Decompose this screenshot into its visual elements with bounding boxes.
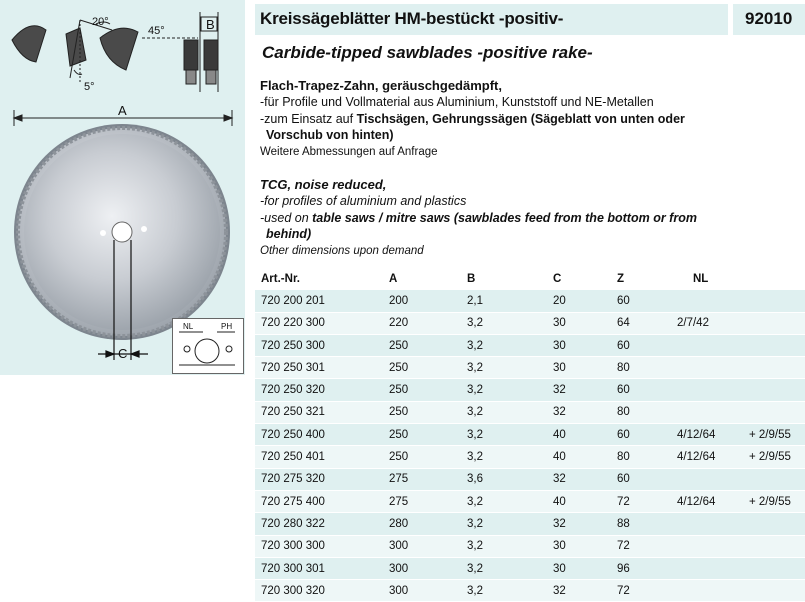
blade-illustration-panel — [0, 0, 245, 375]
cell-b: 3,2 — [445, 535, 523, 557]
cell-art-nr: 720 280 322 — [255, 513, 367, 535]
cell-extra — [737, 535, 805, 557]
cell-extra — [737, 379, 805, 401]
col-header-art-nr: Art.-Nr. — [255, 268, 367, 290]
cell-c: 30 — [523, 357, 597, 379]
cell-nl — [665, 468, 737, 490]
cell-a: 300 — [367, 535, 445, 557]
cell-b: 3,2 — [445, 557, 523, 579]
col-header-a: A — [367, 268, 445, 290]
cell-extra — [737, 401, 805, 423]
cell-b: 3,2 — [445, 334, 523, 356]
col-header-extra — [737, 268, 805, 290]
title-bar — [255, 4, 728, 35]
cell-nl: 4/12/64 — [665, 446, 737, 468]
description-en-line2-prefix: -used on — [260, 210, 313, 225]
description-en-line3-bold: behind) — [266, 227, 312, 242]
cell-extra — [737, 334, 805, 356]
dimension-b-label: B — [206, 17, 215, 32]
description-en-line1: -for profiles of aluminium and plastics — [260, 194, 467, 209]
cell-c: 30 — [523, 312, 597, 334]
cell-z: 72 — [597, 580, 665, 602]
description-de-line2 — [260, 111, 800, 127]
inset-ph-label: PH — [221, 322, 233, 331]
cell-b: 3,2 — [445, 401, 523, 423]
cell-c: 32 — [523, 379, 597, 401]
cell-extra — [737, 290, 805, 312]
description-en-note: Other dimensions upon demand — [260, 244, 424, 257]
cell-c: 30 — [523, 557, 597, 579]
table-row — [255, 424, 805, 446]
cell-art-nr: 720 250 300 — [255, 334, 367, 356]
page-title-de: Kreissägeblätter HM-bestückt -positiv- — [260, 9, 564, 28]
table-header-row — [255, 268, 805, 290]
cell-a: 250 — [367, 401, 445, 423]
cell-b: 3,2 — [445, 379, 523, 401]
cell-extra — [737, 312, 805, 334]
cell-nl — [665, 290, 737, 312]
cell-c: 30 — [523, 334, 597, 356]
cell-c: 32 — [523, 468, 597, 490]
description-en-headline: TCG, noise reduced, — [260, 177, 387, 192]
cell-b: 3,2 — [445, 424, 523, 446]
cell-extra — [737, 513, 805, 535]
pinhole-detail-inset — [172, 318, 244, 374]
table-row — [255, 401, 805, 423]
catalog-code: 92010 — [745, 9, 793, 28]
angle-bottom-label: 5° — [84, 81, 95, 93]
col-header-b: B — [445, 268, 523, 290]
angle-top-label: 20° — [92, 16, 109, 28]
cell-extra — [737, 557, 805, 579]
cell-z: 72 — [597, 490, 665, 512]
cell-nl — [665, 401, 737, 423]
cell-nl — [665, 334, 737, 356]
cell-b: 3,2 — [445, 446, 523, 468]
spec-table — [255, 268, 805, 602]
description-german — [260, 78, 800, 160]
cell-b: 3,6 — [445, 468, 523, 490]
col-header-z: Z — [597, 268, 665, 290]
cell-b: 2,1 — [445, 290, 523, 312]
cell-z: 60 — [597, 334, 665, 356]
cell-z: 80 — [597, 357, 665, 379]
cell-extra: + 2/9/55 — [737, 490, 805, 512]
table-row — [255, 290, 805, 312]
angle-side-label: 45° — [148, 25, 165, 37]
cell-b: 3,2 — [445, 357, 523, 379]
cell-c: 40 — [523, 490, 597, 512]
cell-c: 30 — [523, 535, 597, 557]
description-de-line2-prefix: -zum Einsatz auf — [260, 111, 357, 126]
cell-art-nr: 720 300 320 — [255, 580, 367, 602]
cell-c: 32 — [523, 513, 597, 535]
cell-nl — [665, 357, 737, 379]
cell-c: 20 — [523, 290, 597, 312]
table-row — [255, 490, 805, 512]
cell-nl — [665, 557, 737, 579]
table-body — [255, 290, 805, 602]
cell-b: 3,2 — [445, 312, 523, 334]
cell-nl — [665, 379, 737, 401]
cell-art-nr: 720 250 401 — [255, 446, 367, 468]
cell-z: 72 — [597, 535, 665, 557]
cell-a: 250 — [367, 357, 445, 379]
cell-a: 200 — [367, 290, 445, 312]
cell-z: 60 — [597, 379, 665, 401]
table-row — [255, 312, 805, 334]
table-row — [255, 334, 805, 356]
cell-a: 220 — [367, 312, 445, 334]
cell-extra — [737, 468, 805, 490]
cell-art-nr: 720 275 400 — [255, 490, 367, 512]
table-row — [255, 357, 805, 379]
description-de-line1: -für Profile und Vollmaterial aus Aluminium, Kunststoff und NE-Metallen — [260, 95, 654, 110]
cell-art-nr: 720 250 400 — [255, 424, 367, 446]
cell-z: 80 — [597, 401, 665, 423]
cell-art-nr: 720 250 301 — [255, 357, 367, 379]
cell-a: 250 — [367, 446, 445, 468]
description-de-line3 — [260, 127, 800, 143]
cell-a: 280 — [367, 513, 445, 535]
cell-b: 3,2 — [445, 513, 523, 535]
cell-art-nr: 720 275 320 — [255, 468, 367, 490]
cell-z: 64 — [597, 312, 665, 334]
description-en-line3 — [260, 226, 800, 242]
cell-art-nr: 720 220 300 — [255, 312, 367, 334]
description-en-line2-bold: table saws / mitre saws (sawblades feed from the bottom or from — [312, 210, 697, 225]
cell-art-nr: 720 250 321 — [255, 401, 367, 423]
table-row — [255, 513, 805, 535]
cell-z: 60 — [597, 290, 665, 312]
table-row — [255, 535, 805, 557]
cell-extra: + 2/9/55 — [737, 424, 805, 446]
cell-c: 32 — [523, 401, 597, 423]
description-english — [260, 177, 800, 259]
cell-extra — [737, 357, 805, 379]
col-header-nl: NL — [665, 268, 737, 290]
cell-art-nr: 720 250 320 — [255, 379, 367, 401]
cell-art-nr: 720 300 300 — [255, 535, 367, 557]
cell-c: 40 — [523, 446, 597, 468]
cell-z: 88 — [597, 513, 665, 535]
tooth-geometry-sketch — [12, 20, 138, 84]
cell-nl — [665, 513, 737, 535]
catalog-code-box — [733, 4, 805, 35]
cell-a: 275 — [367, 490, 445, 512]
cell-nl: 4/12/64 — [665, 490, 737, 512]
table-row — [255, 379, 805, 401]
cell-a: 250 — [367, 379, 445, 401]
description-en-line2 — [260, 210, 800, 226]
saw-blade-icon — [14, 124, 233, 340]
cell-a: 275 — [367, 468, 445, 490]
cell-z: 96 — [597, 557, 665, 579]
table-row — [255, 468, 805, 490]
description-de-line3-bold: Vorschub von hinten) — [266, 128, 394, 143]
cell-art-nr: 720 200 201 — [255, 290, 367, 312]
cell-a: 300 — [367, 580, 445, 602]
cell-nl: 4/12/64 — [665, 424, 737, 446]
cell-extra: + 2/9/55 — [737, 446, 805, 468]
cell-a: 300 — [367, 557, 445, 579]
description-de-line2-bold: Tischsägen, Gehrungssägen (Sägeblatt von unten oder — [356, 111, 685, 126]
cell-a: 250 — [367, 334, 445, 356]
description-de-note: Weitere Abmessungen auf Anfrage — [260, 145, 438, 158]
inset-nl-label: NL — [183, 322, 194, 331]
cell-c: 40 — [523, 424, 597, 446]
cell-c: 32 — [523, 580, 597, 602]
cell-z: 60 — [597, 468, 665, 490]
cell-z: 60 — [597, 424, 665, 446]
dimension-a-label: A — [118, 103, 127, 118]
cell-nl: 2/7/42 — [665, 312, 737, 334]
cell-nl — [665, 535, 737, 557]
cell-a: 250 — [367, 424, 445, 446]
cell-z: 80 — [597, 446, 665, 468]
table-row — [255, 557, 805, 579]
table-row — [255, 446, 805, 468]
page-title-en: Carbide-tipped sawblades -positive rake- — [262, 43, 593, 62]
cell-b: 3,2 — [445, 490, 523, 512]
cell-b: 3,2 — [445, 580, 523, 602]
dimension-c-label: C — [118, 346, 128, 361]
cell-art-nr: 720 300 301 — [255, 557, 367, 579]
description-de-headline: Flach-Trapez-Zahn, geräuschgedämpft, — [260, 78, 502, 93]
col-header-c: C — [523, 268, 597, 290]
